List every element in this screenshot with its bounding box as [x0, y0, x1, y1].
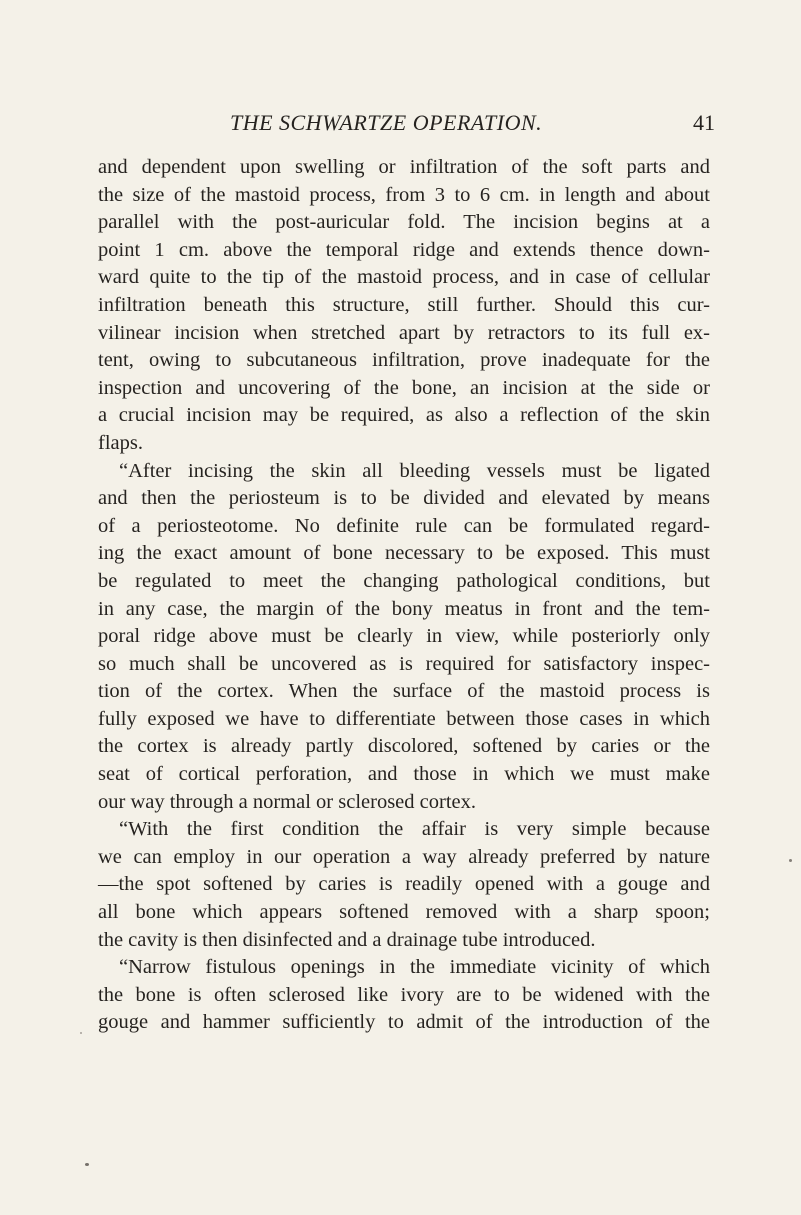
- text-line: of a periosteotome. No definite rule can be formulated regard-: [98, 514, 710, 537]
- text-line: so much shall be uncovered as is required for satisfactory inspec-: [98, 652, 710, 675]
- page-number: 41: [693, 110, 715, 135]
- text-line: our way through a normal or sclerosed cortex.: [98, 790, 476, 813]
- text-line: flaps.: [98, 431, 143, 454]
- paper-speck: [85, 1163, 89, 1166]
- text-line: and then the periosteum is to be divided and elevated by means: [98, 487, 710, 510]
- text-line: in any case, the margin of the bony meatus in front and the tem-: [98, 597, 710, 620]
- text-line: we can employ in our operation a way already preferred by nature: [98, 845, 710, 868]
- paragraph-start-line: “After incising the skin all bleeding vessels must be ligated: [119, 459, 710, 482]
- text-line: the cavity is then disinfected and a drainage tube introduced.: [98, 928, 596, 951]
- text-line: infiltration beneath this structure, still further. Should this cur-: [98, 293, 710, 316]
- text-line: vilinear incision when stretched apart by retractors to its full ex-: [98, 321, 710, 344]
- text-line: parallel with the post-auricular fold. The incision begins at a: [98, 211, 710, 234]
- text-line: the bone is often sclerosed like ivory are to be widened with the: [98, 983, 710, 1006]
- text-line: be regulated to meet the changing pathological conditions, but: [98, 569, 710, 592]
- paper-speck: [789, 859, 792, 862]
- text-line: tent, owing to subcutaneous infiltration, prove inadequate for the: [98, 349, 710, 372]
- text-line: point 1 cm. above the temporal ridge and extends thence down-: [98, 238, 710, 261]
- text-line: inspection and uncovering of the bone, an incision at the side or: [98, 376, 710, 399]
- text-line: —the spot softened by caries is readily opened with a gouge and: [98, 873, 710, 896]
- running-header: [0, 110, 801, 140]
- text-line: all bone which appears softened removed with a sharp spoon;: [98, 901, 710, 924]
- text-line: seat of cortical perforation, and those in which we must make: [98, 763, 710, 786]
- text-line: ing the exact amount of bone necessary to be exposed. This must: [98, 542, 710, 565]
- running-title: THE SCHWARTZE OPERATION.: [230, 110, 543, 135]
- text-line: the cortex is already partly discolored, softened by caries or the: [98, 735, 710, 758]
- text-line: the size of the mastoid process, from 3 to 6 cm. in length and about: [98, 183, 710, 206]
- text-line: tion of the cortex. When the surface of the mastoid process is: [98, 680, 710, 703]
- paragraph-start-line: “With the first condition the affair is very simple because: [119, 818, 710, 841]
- text-line: ward quite to the tip of the mastoid process, and in case of cellular: [98, 266, 710, 289]
- text-line: and dependent upon swelling or infiltration of the soft parts and: [98, 156, 710, 178]
- text-line: gouge and hammer sufficiently to admit of the introduction of the: [98, 1011, 710, 1034]
- paragraph-start-line: “Narrow fistulous openings in the immediate vicinity of which: [119, 956, 710, 979]
- text-line: fully exposed we have to differentiate between those cases in which: [98, 707, 710, 730]
- text-line: poral ridge above must be clearly in view, while posteriorly only: [98, 625, 710, 648]
- text-line: a crucial incision may be required, as also a reflection of the skin: [98, 404, 710, 427]
- body-text: [98, 154, 710, 1037]
- paper-speck: [80, 1032, 82, 1034]
